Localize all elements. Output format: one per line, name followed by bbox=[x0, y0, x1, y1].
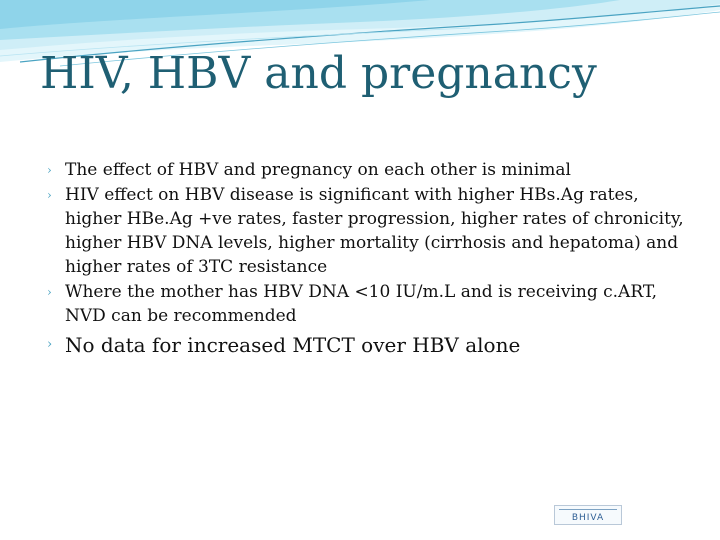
logo-text: BHIVA bbox=[571, 513, 605, 523]
chevron-bullet-icon: › bbox=[47, 188, 52, 202]
chevron-bullet-icon: › bbox=[47, 337, 53, 352]
bullet-text: HIV effect on HBV disease is significant with higher HBs.Ag rates, higher HBe.Ag +ve rates, faster progression, higher rates of chronicity, higher HBV DNA levels, higher mortality (cirrhosis and hepatoma) and higher rates of 3TC resistance bbox=[65, 185, 684, 277]
logo-rule bbox=[559, 509, 617, 510]
bullet-item bbox=[47, 331, 697, 359]
bhiva-logo bbox=[554, 505, 622, 525]
slide-title: HIV, HBV and pregnancy bbox=[40, 48, 597, 99]
bullet-text: No data for increased MTCT over HBV alone bbox=[65, 333, 521, 357]
bullet-item bbox=[47, 158, 697, 182]
bullet-text: The effect of HBV and pregnancy on each other is minimal bbox=[65, 160, 571, 180]
chevron-bullet-icon: › bbox=[47, 163, 52, 177]
bullet-item bbox=[47, 280, 697, 328]
chevron-bullet-icon: › bbox=[47, 285, 52, 299]
bullet-list bbox=[47, 158, 697, 360]
bullet-text: Where the mother has HBV DNA <10 IU/m.L and is receiving c.ART, NVD can be recommended bbox=[65, 282, 658, 326]
bullet-item bbox=[47, 183, 697, 279]
